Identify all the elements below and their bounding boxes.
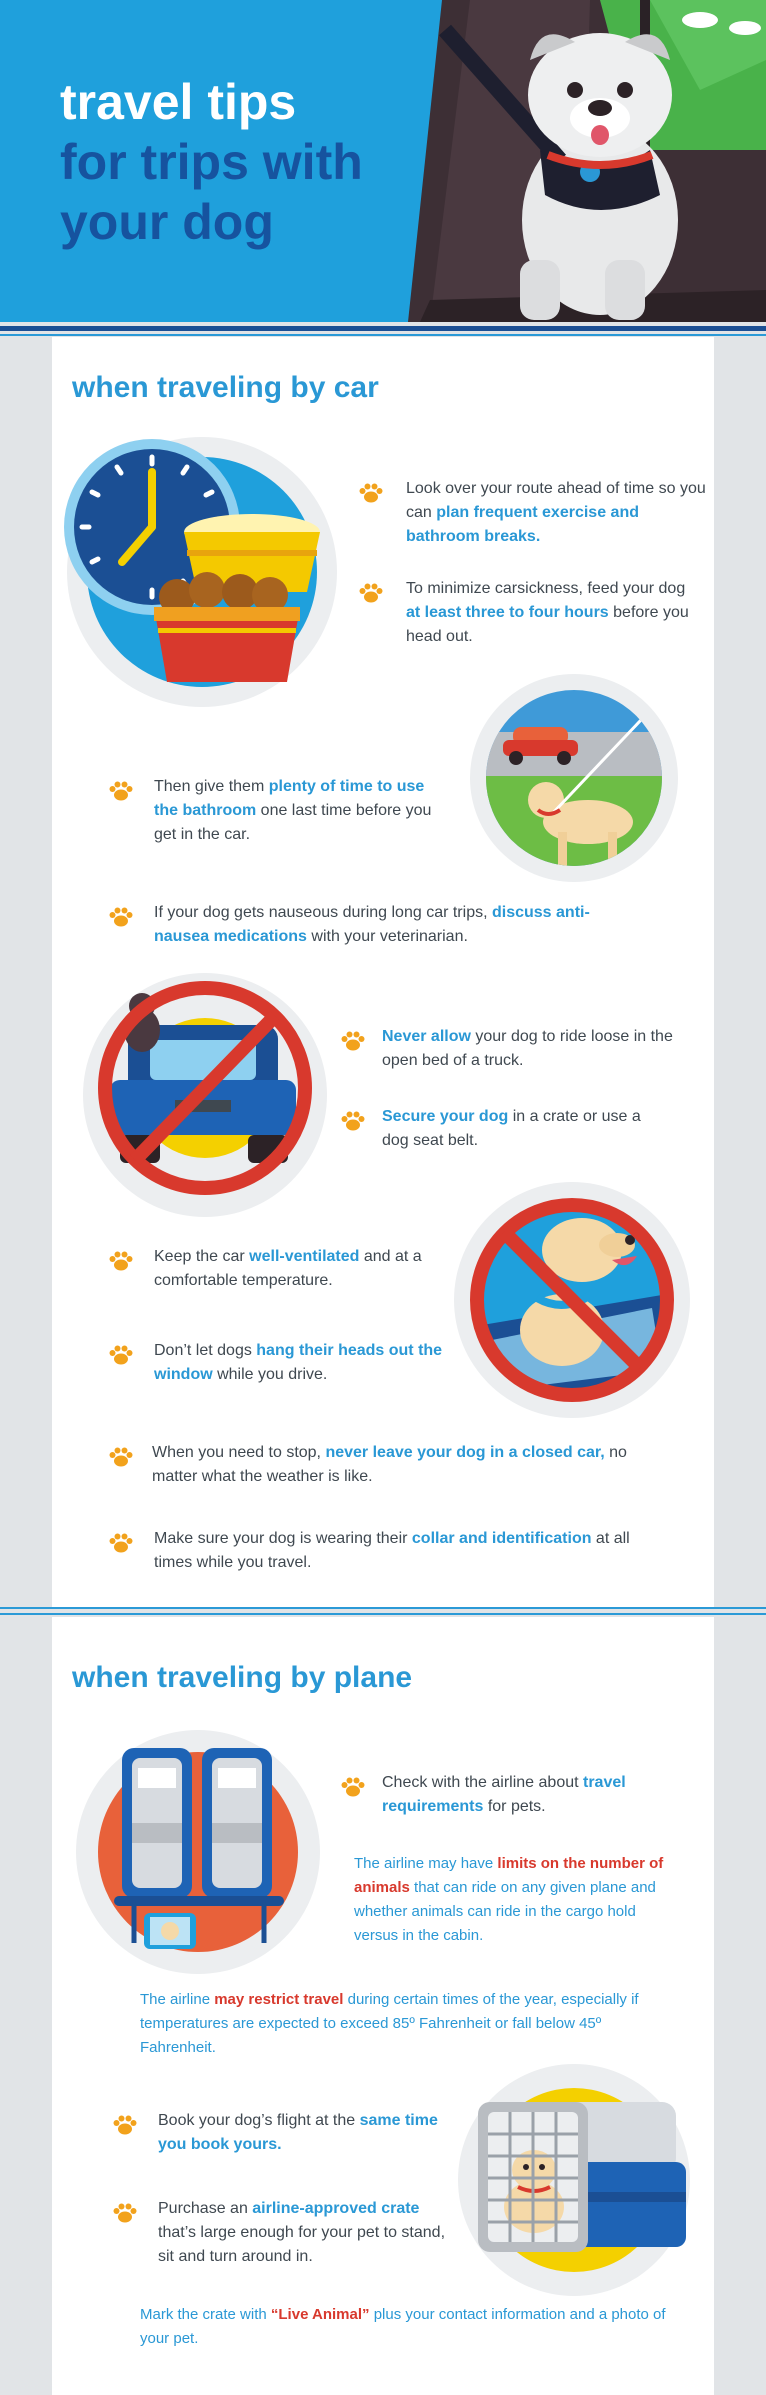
tip-text: Purchase an <box>158 2200 253 2217</box>
no-head-out-window-illustration <box>452 1180 692 1420</box>
paw-icon <box>108 1446 134 1468</box>
tip-highlight: never leave your dog in a closed car, <box>325 1444 605 1461</box>
tip-text: Look over your route ahead of time so you can <box>406 480 706 521</box>
plane-seats-illustration <box>74 1728 322 1976</box>
plane-note-2 <box>140 1988 660 2060</box>
car-tip-1 <box>406 477 706 549</box>
pet-crate-illustration <box>456 2062 692 2298</box>
paw-icon <box>108 906 134 928</box>
tip-text: that’s large enough for your pet to stand, sit and turn around in. <box>158 2224 446 2265</box>
tip-highlight: Secure your dog <box>382 1108 509 1125</box>
note-text: that can ride on any given plane and whether animals can ride in the cargo hold versus in the cabin. <box>354 1879 656 1944</box>
note-text: plus your contact information and a photo of your pet. <box>140 2306 666 2347</box>
tip-text: Don’t let dogs <box>154 1342 257 1359</box>
tip-text: and at a comfortable temperature. <box>154 1248 422 1289</box>
tip-text: one last time before you get in the car. <box>154 802 432 843</box>
tip-text: at all times while you travel. <box>154 1530 630 1571</box>
plane-note-3 <box>140 2303 680 2351</box>
car-tip-3 <box>154 775 444 847</box>
tip-text: When you need to stop, <box>152 1444 326 1461</box>
tip-highlight: collar and identification <box>411 1530 592 1547</box>
tip-highlight: travel requirements <box>382 1774 626 1815</box>
tip-text: If your dog gets nauseous during long car trips, <box>154 904 492 921</box>
header-divider <box>0 326 766 331</box>
tip-highlight: plenty of time to use the bathroom <box>154 778 425 819</box>
note-text: The airline <box>140 1991 215 2008</box>
title-line-3: your dog <box>60 194 274 250</box>
tip-highlight: at least three to four hours <box>406 604 609 621</box>
tip-text: with your veterinarian. <box>306 928 468 945</box>
section-divider-bottom <box>0 1613 766 1615</box>
header-banner <box>0 0 766 322</box>
note-highlight: may restrict travel <box>214 1991 344 2008</box>
plane-section-title: when traveling by plane <box>72 1661 413 1694</box>
section-divider-top <box>0 1607 766 1609</box>
title-line-1: travel tips <box>60 74 297 130</box>
plane-tip-3 <box>158 2197 448 2269</box>
tip-text: in a crate or use a dog seat belt. <box>382 1108 641 1149</box>
clock-and-food-illustration <box>62 432 342 712</box>
paw-icon <box>358 482 384 504</box>
tip-text: while you drive. <box>212 1366 328 1383</box>
dog-walk-illustration <box>468 672 680 884</box>
paw-icon <box>112 2114 138 2136</box>
car-tip-8 <box>154 1339 464 1387</box>
car-tip-2 <box>406 577 696 649</box>
paw-icon <box>340 1776 366 1798</box>
car-tip-7 <box>154 1245 454 1293</box>
plane-tip-2 <box>158 2109 448 2157</box>
paw-icon <box>340 1110 366 1132</box>
tip-highlight: airline-approved crate <box>252 2200 420 2217</box>
header-divider-thin <box>0 334 766 336</box>
tip-highlight: Never allow <box>382 1028 471 1045</box>
car-tip-5 <box>382 1025 682 1073</box>
tip-text: To minimize carsickness, feed your dog <box>406 580 686 597</box>
no-truck-bed-illustration <box>80 970 330 1220</box>
note-highlight: “Live Animal” <box>270 2306 370 2323</box>
tip-text: no matter what the weather is like. <box>152 1444 627 1485</box>
paw-icon <box>112 2202 138 2224</box>
tip-text: Then give them <box>154 778 269 795</box>
tip-text: Keep the car <box>154 1248 250 1265</box>
note-text: during certain times of the year, especially if temperatures are expected to exceed 85º Fahrenheit or fall below 45º Fahrenheit. <box>140 1991 639 2056</box>
tip-highlight: well-ventilated <box>249 1248 360 1265</box>
tip-text: your dog to ride loose in the open bed of a truck. <box>382 1028 673 1069</box>
car-section-title: when traveling by car <box>72 371 379 404</box>
tip-highlight: plan frequent exercise and bathroom breaks. <box>406 504 639 545</box>
tip-text: Check with the airline about <box>382 1774 583 1791</box>
paw-icon <box>358 582 384 604</box>
tip-text: for pets. <box>483 1798 546 1815</box>
tip-highlight: same time you book yours. <box>158 2112 438 2153</box>
paw-icon <box>108 1344 134 1366</box>
title-line-2: for trips with <box>60 134 363 190</box>
paw-icon <box>108 1250 134 1272</box>
tip-text: before you head out. <box>406 604 689 645</box>
car-tip-6 <box>382 1105 642 1153</box>
tip-highlight: discuss anti-nausea medications <box>154 904 590 945</box>
car-tip-10 <box>154 1527 664 1575</box>
plane-note-1 <box>354 1852 684 1948</box>
car-tip-4 <box>154 901 624 949</box>
plane-tip-1 <box>382 1771 672 1819</box>
note-text: Mark the crate with <box>140 2306 271 2323</box>
tip-highlight: hang their heads out the window <box>154 1342 443 1383</box>
note-text: The airline may have <box>354 1855 498 1872</box>
tip-text: Book your dog’s flight at the <box>158 2112 360 2129</box>
paw-icon <box>340 1030 366 1052</box>
tip-text: Make sure your dog is wearing their <box>154 1530 412 1547</box>
note-highlight: limits on the number of animals <box>354 1855 664 1896</box>
paw-icon <box>108 780 134 802</box>
car-tip-9 <box>152 1441 662 1489</box>
paw-icon <box>108 1532 134 1554</box>
